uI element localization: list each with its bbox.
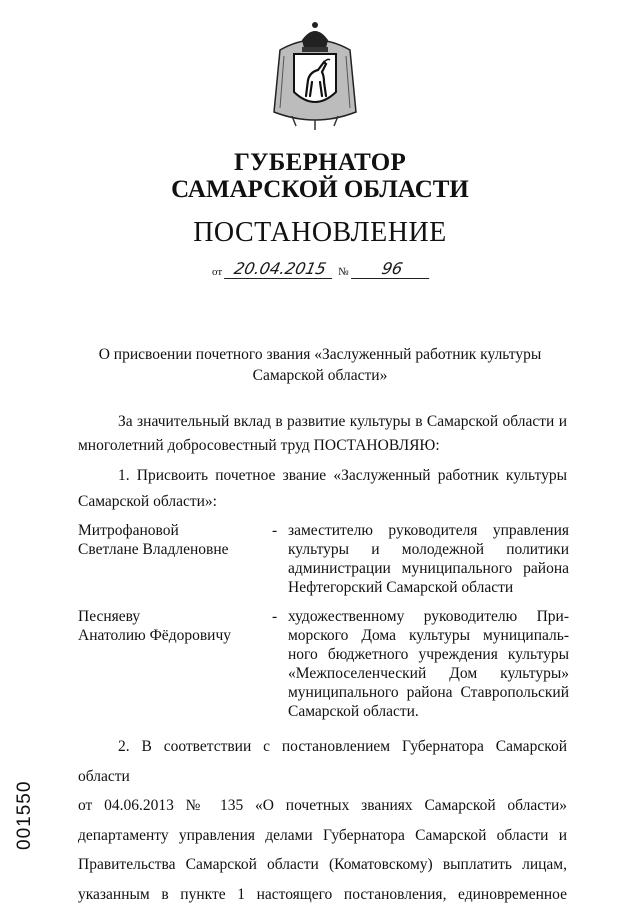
item-2-paragraph [78, 732, 567, 909]
awardee-row [78, 521, 567, 601]
awardee-position: художественному руководителю При- морского Дома культуры муниципаль- ного бюджетного учреждения культуры «Межпоселенческий Дом культуры» муниципального района Ставропольский Самарской области. [288, 607, 569, 721]
dash-separator: - [272, 521, 277, 540]
document-type-title: ПОСТАНОВЛЕНИЕ [0, 217, 640, 249]
handwritten-date: 20.04.2015 [224, 260, 336, 279]
header-title-governor: ГУБЕРНАТОР [0, 149, 640, 177]
paragraph-line: За значительный вклад в развитие культуры в Самарской области и [78, 410, 567, 434]
awardee-position: заместителю руководителя управления культуры и молодежной политики администрации муниципального района Нефтегорский Самарской области [288, 521, 569, 597]
subject-line: О присвоении почетного звания «Заслуженный работник культуры [80, 344, 560, 365]
handwritten-number: 96 [351, 260, 433, 279]
paragraph-line: от 04.06.2013 № 135 «О почетных званиях Самарской области» [78, 791, 567, 821]
document-subject [80, 344, 560, 386]
dash-separator: - [272, 607, 277, 626]
header-title-region: САМАРСКОЙ ОБЛАСТИ [0, 176, 640, 204]
paragraph-line: указанным в пункте 1 настоящего постановления, единовременное [78, 880, 567, 909]
item-1-paragraph [78, 464, 567, 514]
from-label: от [212, 266, 222, 279]
paragraph-line: 1. Присвоить почетное звание «Заслуженный работник культуры [78, 464, 567, 488]
coat-of-arms-emblem [272, 20, 358, 132]
intro-paragraph [78, 410, 567, 458]
paragraph-line: многолетний добросовестный труд ПОСТАНОВЛЯЮ: [78, 434, 567, 458]
awardee-name: Песняеву Анатолию Фёдоровичу [78, 607, 258, 645]
date-number-line [212, 260, 431, 279]
paragraph-line: Самарской области»: [78, 490, 567, 514]
awardee-row [78, 607, 567, 723]
paragraph-line: Правительства Самарской области (Коматовскому) выплатить лицам, [78, 850, 567, 880]
subject-line: Самарской области» [80, 365, 560, 386]
awardee-name: Митрофановой Светлане Владленовне [78, 521, 258, 559]
paragraph-line: 2. В соответствии с постановлением Губернатора Самарской области [78, 732, 567, 791]
registration-stamp-number: 001550 [14, 780, 36, 872]
number-label: № [338, 266, 349, 279]
paragraph-line: департаменту управления делами Губернатора Самарской области и [78, 821, 567, 851]
